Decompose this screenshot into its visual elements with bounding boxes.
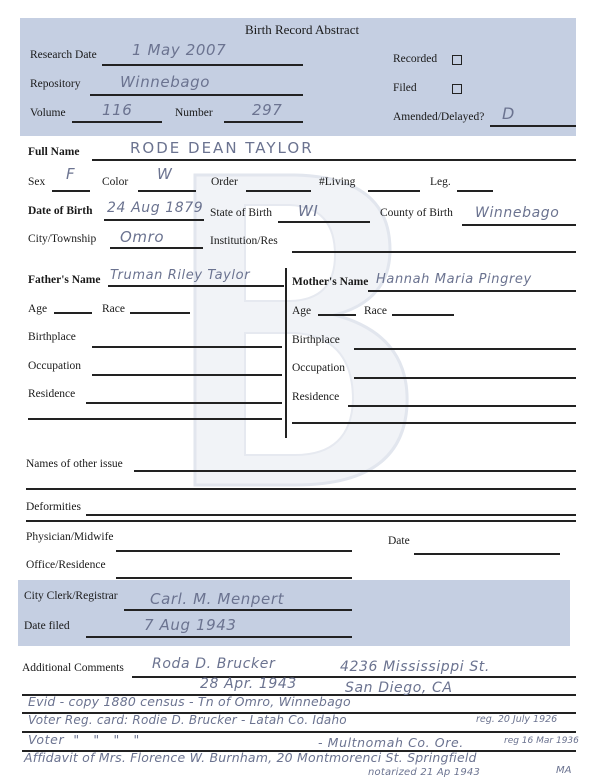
physician-label: Physician/Midwife bbox=[26, 531, 114, 543]
comments-line5-note: reg 16 Mar 1936 bbox=[504, 736, 579, 746]
volume-label: Volume bbox=[30, 107, 66, 119]
dob-line bbox=[104, 219, 204, 221]
state-label: State of Birth bbox=[210, 207, 272, 219]
father-occupation-line bbox=[92, 374, 282, 376]
father-occupation-label: Occupation bbox=[28, 360, 82, 372]
comments-line7-note: MA bbox=[556, 765, 572, 776]
order-line bbox=[246, 190, 311, 192]
research-date-label: Research Date bbox=[30, 49, 97, 61]
mother-occupation-label: Occupation bbox=[292, 362, 346, 374]
institution-line bbox=[292, 251, 576, 253]
leg-line bbox=[457, 190, 493, 192]
mother-race-label: Race bbox=[364, 305, 387, 317]
father-age-line bbox=[54, 312, 92, 314]
amended-line bbox=[490, 125, 576, 127]
comments-line-1 bbox=[132, 676, 576, 678]
father-residence-line-2 bbox=[28, 418, 282, 420]
recorded-checkbox[interactable] bbox=[452, 55, 462, 65]
amended-label: Amended/Delayed? bbox=[393, 111, 485, 123]
number-value: 297 bbox=[252, 101, 283, 119]
county-line bbox=[462, 224, 576, 226]
research-date-line bbox=[102, 64, 303, 66]
mother-residence-label: Residence bbox=[292, 391, 340, 403]
color-label: Color bbox=[102, 176, 129, 188]
other-issue-line-2 bbox=[26, 488, 576, 490]
mother-occupation-line bbox=[354, 377, 576, 379]
comments-line7: notarized 21 Ap 1943 bbox=[368, 767, 481, 778]
dob-value: 24 Aug 1879 bbox=[107, 200, 204, 216]
volume-value: 116 bbox=[102, 101, 133, 119]
deformities-label: Deformities bbox=[26, 501, 81, 513]
comments-line5-a: Voter " " " " bbox=[28, 732, 140, 747]
mother-birthplace-label: Birthplace bbox=[292, 334, 340, 346]
research-date-value: 1 May 2007 bbox=[132, 41, 227, 59]
city-line bbox=[110, 247, 203, 249]
date-line bbox=[414, 553, 560, 555]
other-issue-line bbox=[134, 470, 576, 472]
comments-line4: Voter Reg. card: Rodie D. Brucker - Latah Co. Idaho bbox=[28, 713, 347, 727]
comments-line2-city: San Diego, CA bbox=[345, 680, 453, 696]
sex-line bbox=[52, 190, 90, 192]
full-name-label: Full Name bbox=[28, 146, 80, 158]
clerk-line bbox=[124, 609, 352, 611]
mother-age-label: Age bbox=[292, 305, 312, 317]
sex-label: Sex bbox=[28, 176, 46, 188]
deformities-line bbox=[86, 514, 576, 516]
mother-race-line bbox=[392, 314, 454, 316]
father-residence-label: Residence bbox=[28, 388, 76, 400]
mother-name-line bbox=[368, 290, 576, 292]
county-value: Winnebago bbox=[475, 205, 560, 221]
date-label: Date bbox=[388, 535, 410, 547]
date-filed-value: 7 Aug 1943 bbox=[144, 616, 237, 634]
state-value: WI bbox=[298, 202, 319, 220]
mother-name-value: Hannah Maria Pingrey bbox=[376, 272, 532, 287]
mother-name-label: Mother's Name bbox=[292, 276, 369, 288]
comments-line1-addr: 4236 Mississippi St. bbox=[340, 659, 490, 675]
comments-line5-b: - Multnomah Co. Ore. bbox=[318, 735, 464, 750]
repository-label: Repository bbox=[30, 78, 81, 90]
amended-value: D bbox=[502, 104, 515, 123]
state-line bbox=[278, 221, 370, 223]
mother-age-line bbox=[318, 314, 356, 316]
living-label: #Living bbox=[319, 176, 356, 188]
clerk-value: Carl. M. Menpert bbox=[150, 590, 285, 608]
number-line bbox=[224, 121, 303, 123]
other-issue-label: Names of other issue bbox=[26, 458, 123, 470]
filed-label: Filed bbox=[393, 82, 417, 94]
comments-line6: Affidavit of Mrs. Florence W. Burnham, 20 Montmorenci St. Springfield bbox=[24, 750, 477, 765]
number-label: Number bbox=[175, 107, 213, 119]
physician-line bbox=[116, 550, 352, 552]
father-name-value: Truman Riley Taylor bbox=[110, 268, 251, 283]
date-filed-line bbox=[86, 636, 352, 638]
office-label: Office/Residence bbox=[26, 559, 106, 571]
repository-line bbox=[90, 94, 303, 96]
mother-birthplace-line bbox=[354, 348, 576, 350]
deformities-line-2 bbox=[26, 520, 576, 522]
parents-divider bbox=[285, 268, 287, 438]
comments-line2-date: 28 Apr. 1943 bbox=[200, 676, 297, 692]
mother-residence-line bbox=[348, 405, 576, 407]
father-birthplace-line bbox=[92, 346, 282, 348]
color-value: W bbox=[157, 165, 173, 183]
father-name-line bbox=[108, 285, 284, 287]
father-age-label: Age bbox=[28, 303, 48, 315]
filed-checkbox[interactable] bbox=[452, 84, 462, 94]
father-name-label: Father's Name bbox=[28, 274, 101, 286]
living-line bbox=[368, 190, 420, 192]
father-residence-line bbox=[86, 402, 282, 404]
comments-label: Additional Comments bbox=[22, 662, 124, 674]
office-line bbox=[116, 577, 352, 579]
dob-label: Date of Birth bbox=[28, 205, 93, 217]
color-line bbox=[138, 190, 196, 192]
father-race-label: Race bbox=[102, 303, 125, 315]
full-name-value: RODE DEAN TAYLOR bbox=[130, 139, 314, 157]
sex-value: F bbox=[66, 165, 76, 183]
city-label: City/Township bbox=[28, 233, 97, 245]
comments-line1-name: Roda D. Brucker bbox=[152, 656, 276, 672]
father-birthplace-label: Birthplace bbox=[28, 331, 76, 343]
comments-line4-note: reg. 20 July 1926 bbox=[476, 714, 558, 725]
father-race-line bbox=[130, 312, 190, 314]
volume-line bbox=[72, 121, 162, 123]
full-name-line bbox=[92, 159, 576, 161]
institution-label: Institution/Res bbox=[210, 235, 278, 247]
page-title: Birth Record Abstract bbox=[245, 22, 360, 37]
order-label: Order bbox=[211, 176, 238, 188]
leg-label: Leg. bbox=[430, 176, 451, 188]
date-filed-label: Date filed bbox=[24, 620, 70, 632]
city-value: Omro bbox=[120, 228, 165, 246]
recorded-label: Recorded bbox=[393, 53, 438, 65]
repository-value: Winnebago bbox=[120, 73, 211, 91]
county-label: County of Birth bbox=[380, 207, 453, 219]
clerk-label: City Clerk/Registrar bbox=[24, 590, 118, 602]
mother-residence-line-2 bbox=[292, 422, 576, 424]
comments-line3: Evid - copy 1880 census - Tn of Omro, Winnebago bbox=[28, 694, 351, 709]
